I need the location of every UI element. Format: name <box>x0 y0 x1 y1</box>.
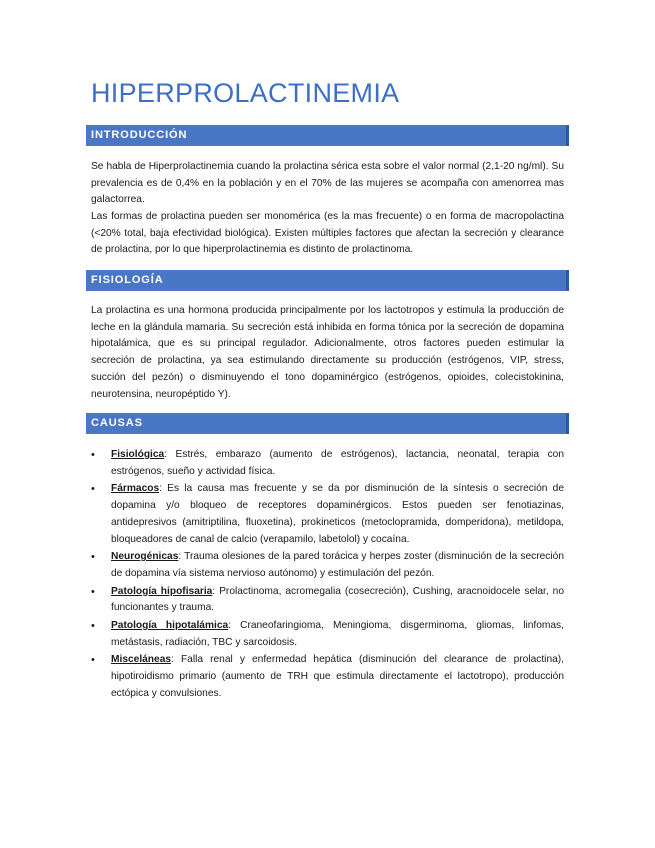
term-separator: : <box>171 654 174 666</box>
term-separator: : <box>228 620 232 632</box>
fisiologia-paragraph: La prolactina es una hormona producida principalmente por los lactotropos y estimula la producción de leche en la glándula mamaria. Su secreción está inhibida en forma tónica por la secreción de dopamina hipotalámica, que es su principal regulador. Adicionalmente, otros factores pueden estimular la secreción de prolactina, ya sea estimulando directamente su producción (estrógenos, VIP, stress, succión del pezón) o disminuyendo el tono dopaminérgico (estrógenos, opioides, colecistokinina, neurotensina, neuropéptido Y). <box>91 305 564 400</box>
list-item <box>91 584 564 617</box>
cause-term: Neurogénicas <box>111 551 179 563</box>
section-heading: FISIOLOGÍA <box>91 274 164 286</box>
list-item <box>91 481 564 548</box>
list-item <box>91 447 564 480</box>
list-item <box>91 549 564 582</box>
bullet-icon: • <box>91 449 95 461</box>
term-separator: : <box>212 585 216 597</box>
section-header-introduccion <box>86 125 569 146</box>
cause-term: Patología hipotalámica <box>111 620 229 632</box>
term-separator: : <box>178 551 182 563</box>
section-heading: CAUSAS <box>91 417 143 429</box>
section-header-causas <box>86 413 569 434</box>
section-header-fisiologia <box>86 270 569 291</box>
cause-description: Falla renal y enfermedad hepática (disminución del clearance de prolactina), hipotiroidismo primario (aumento de TRH que estimula directamente el lactotropo), producción ectópica y convulsiones. <box>111 654 564 699</box>
cause-term: Fisiológica <box>111 449 165 460</box>
bullet-icon: • <box>91 585 95 598</box>
cause-description: Prolactinoma, acromegalia (cosecreción), Cushing, aracnoidocele selar, no funcionantes y trauma. <box>111 585 564 614</box>
term-separator: : <box>164 449 168 460</box>
cause-term: Misceláneas <box>111 654 172 666</box>
cause-description: Trauma olesiones de la pared torácica y herpes zoster (disminución de la secreción de dopamina vía sistema nervioso autónomo) y estimulación del pezón. <box>111 551 564 579</box>
term-separator: : <box>159 483 162 495</box>
list-item <box>91 652 564 702</box>
intro-paragraph-2: Las formas de prolactina pueden ser monomérica (es la mas frecuente) o en forma de macropolactina (<20% total, baja efectividad biológica). Existen múltiples factores que afectan la secreción y clearance de prolactina, por lo que hiperprolactinemia es distinto de prolactinoma. <box>91 211 564 256</box>
bullet-icon: • <box>91 654 95 667</box>
document-title: HIPERPROLACTINEMIA <box>91 78 400 108</box>
section-heading: INTRODUCCIÓN <box>91 129 188 141</box>
cause-description: Craneofaringioma, Meningioma, disgerminoma, gliomas, linfomas, metástasis, radiación, TBC y sarcoidosis. <box>111 620 564 648</box>
cause-term: Fármacos <box>111 483 160 495</box>
bullet-icon: • <box>91 551 95 564</box>
list-item <box>91 618 564 651</box>
cause-term: Patología hipofisaria <box>111 585 213 597</box>
intro-paragraph-1: Se habla de Hiperprolactinemia cuando la prolactina sérica esta sobre el valor normal (2,1-20 ng/ml). Su prevalencia es de 0,4% en la población y en el 70% de las mujeres se acompaña con amenorrea mas galactorrea. <box>91 161 564 206</box>
bullet-icon: • <box>91 483 95 496</box>
cause-description: Estrés, embarazo (aumento de estrógenos), lactancia, neonatal, terapia con estrógenos, sueño y actividad física. <box>111 449 564 477</box>
causas-list <box>91 447 564 704</box>
cause-description: Es la causa mas frecuente y se da por disminución de la síntesis o secreción de dopamina y/o bloqueo de receptores dopaminérgicos. Estos pueden ser fenotiazinas, antidepresivos (amitriptilina, fluoxetina), prokineticos (metoclopramida, domperidona), metildopa, bloqueadores de canal de calcio (verapamilo, labetolol) y cocaína. <box>111 483 564 545</box>
bullet-icon: • <box>91 620 95 633</box>
